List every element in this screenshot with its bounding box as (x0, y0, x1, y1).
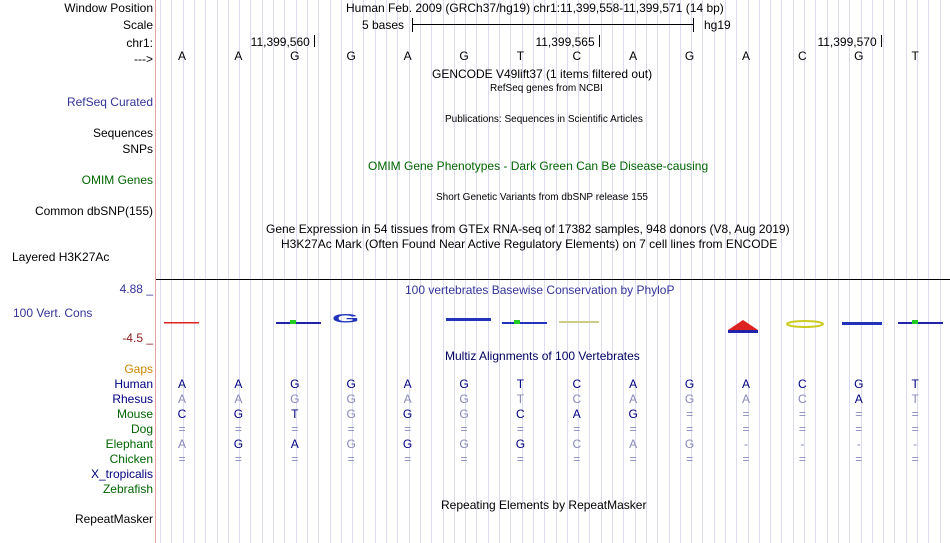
alignment-base: = (742, 407, 750, 421)
alignment-base: A (234, 377, 243, 391)
alignment-base: = (686, 407, 694, 421)
alignment-base: - (800, 437, 805, 451)
species-label[interactable]: Elephant (105, 437, 153, 451)
grid-line (872, 0, 873, 543)
reference-base: A (403, 49, 412, 63)
alignment-base: C (572, 377, 582, 391)
alignment-base: G (684, 377, 695, 391)
grid-line (940, 0, 941, 543)
grid-line (443, 0, 444, 543)
grid-line (375, 0, 376, 543)
alignment-base: A (629, 392, 638, 406)
grid-line (205, 0, 206, 543)
scale-bar (412, 18, 694, 32)
cons-mark-4 (332, 312, 359, 326)
alignment-base: = (629, 422, 637, 436)
grid-line (928, 0, 929, 543)
alignment-base: G (290, 392, 300, 406)
reference-base: C (798, 49, 807, 63)
species-label[interactable]: Human (114, 377, 153, 391)
ruler-tick (881, 35, 882, 47)
grid-line (341, 0, 342, 543)
cons-mark-11 (728, 320, 758, 333)
alignment-base: G (628, 407, 638, 421)
alignment-base: = (911, 407, 919, 421)
cons-mark-14 (898, 320, 943, 324)
species-label[interactable]: X_tropicalis (90, 467, 153, 481)
reference-base: A (629, 49, 638, 63)
grid-line (431, 0, 432, 543)
alignment-base: - (744, 437, 748, 451)
reference-base: A (741, 49, 750, 63)
alignment-base: = (291, 452, 299, 466)
reference-base: G (684, 49, 695, 63)
alignment-base: A (403, 392, 412, 406)
track-label-cons[interactable]: 100 Vert. Cons (13, 306, 93, 320)
alignment-base: A (854, 392, 863, 406)
ruler-position-label: 11,399,560 (250, 35, 310, 49)
grid-line (849, 0, 850, 543)
chrom-label: chr1: (126, 36, 153, 50)
grid-line (725, 0, 726, 543)
alignment-base: = (855, 452, 863, 466)
grid-line (827, 0, 828, 543)
svg-text:G: G (332, 311, 360, 326)
ruler-tick (314, 35, 315, 47)
alignment-base: G (290, 377, 300, 391)
grid-line (781, 0, 782, 543)
grid-line (273, 0, 274, 543)
cons-mark-6 (446, 318, 491, 321)
ruler-position-label: 11,399,570 (817, 35, 877, 49)
alignment-base: G (402, 407, 413, 421)
dbsnp-track-title: Short Genetic Variants from dbSNP release 155 (436, 192, 648, 203)
phylop-track-title: 100 vertebrates Basewise Conservation by PhyloP (405, 283, 675, 297)
alignment-base: = (798, 452, 806, 466)
track-label-column (0, 0, 156, 543)
cons-mark-13 (842, 322, 882, 325)
strand-arrow-label: ---> (134, 52, 153, 66)
alignment-base: C (572, 392, 582, 406)
grid-line (793, 0, 794, 543)
grid-line (262, 0, 263, 543)
species-label[interactable]: Dog (130, 422, 153, 436)
alignment-base: = (516, 452, 524, 466)
grid-line (476, 0, 477, 543)
cons-mark-12 (787, 321, 823, 327)
alignment-base: T (291, 407, 299, 421)
reference-base: T (911, 49, 919, 63)
conservation-logo-graph (156, 300, 950, 350)
alignment-base: G (459, 377, 469, 391)
alignment-base: A (290, 437, 299, 451)
alignment-base: = (686, 422, 694, 436)
grid-line (330, 0, 331, 543)
alignment-base: A (629, 437, 638, 451)
alignment-base: = (347, 452, 355, 466)
cons-mark-7 (502, 320, 547, 324)
grid-line (838, 0, 839, 543)
alignment-base: = (404, 452, 412, 466)
alignment-base: = (911, 452, 919, 466)
alignment-base: G (346, 437, 356, 451)
grid-line (397, 0, 398, 543)
reference-base: G (290, 49, 300, 63)
reference-base: A (234, 49, 243, 63)
alignment-base: = (742, 422, 750, 436)
alignment-base: = (798, 407, 806, 421)
grid-line (307, 0, 308, 543)
track-image-area[interactable] (156, 0, 950, 543)
grid-line (228, 0, 229, 543)
refseq-track-title: RefSeq genes from NCBI (490, 83, 603, 94)
alignment-base: T (911, 392, 919, 406)
alignment-base: = (573, 452, 581, 466)
alignment-base: G (346, 407, 356, 421)
cons-mark-1 (164, 322, 199, 324)
alignment-base: G (684, 392, 695, 406)
reference-base: C (572, 49, 582, 63)
alignment-base: G (346, 377, 356, 391)
cons-mark-8 (559, 321, 599, 323)
grid-line (250, 0, 251, 543)
alignment-base: = (347, 422, 355, 436)
reference-base: G (854, 49, 864, 63)
alignment-base: G (684, 437, 695, 451)
alignment-base: = (178, 422, 186, 436)
grid-line (669, 0, 670, 543)
alignment-base: G (459, 437, 469, 451)
alignment-base: G (854, 377, 864, 391)
track-label-repeatmasker[interactable]: RepeatMasker (74, 512, 153, 526)
alignment-base: A (234, 392, 243, 406)
alignment-base: = (742, 452, 750, 466)
alignment-base: G (515, 437, 526, 451)
track-label-gaps[interactable]: Gaps (124, 362, 153, 376)
species-label[interactable]: Rhesus (112, 392, 153, 406)
scale-assembly: hg19 (704, 18, 731, 32)
grid-line (815, 0, 816, 543)
grid-line (623, 0, 624, 543)
alignment-base: = (516, 422, 524, 436)
alignment-base: G (346, 392, 356, 406)
alignment-base: = (178, 452, 186, 466)
species-label[interactable]: Chicken (109, 452, 153, 466)
alignment-base: C (798, 392, 807, 406)
alignment-base: A (629, 377, 638, 391)
grid-line (420, 0, 421, 543)
publications-track-title: Publications: Sequences in Scientific Articles (445, 114, 643, 125)
h3k27ac-track-title: H3K27Ac Mark (Often Found Near Active Regulatory Elements) on 7 cell lines from ENCODE (281, 237, 778, 251)
track-label-snps[interactable]: SNPs (122, 142, 153, 156)
grid-line (194, 0, 195, 543)
alignment-base: = (911, 422, 919, 436)
alignment-base: A (177, 377, 186, 391)
alignment-base: = (629, 452, 637, 466)
grid-line (714, 0, 715, 543)
alignment-base: = (573, 422, 581, 436)
reference-base: G (459, 49, 469, 63)
alignment-base: = (460, 452, 468, 466)
alignment-base: C (177, 407, 187, 421)
alignment-base: = (404, 422, 412, 436)
grid-line (702, 0, 703, 543)
phylop-min-label: -4.5 _ (122, 331, 153, 345)
alignment-base: G (459, 407, 469, 421)
alignment-base: = (291, 422, 299, 436)
alignment-base: A (741, 377, 750, 391)
alignment-base: - (856, 437, 861, 451)
track-label-h3k27ac[interactable]: Layered H3K27Ac (12, 250, 110, 264)
alignment-base: A (572, 407, 581, 421)
alignment-base: = (234, 422, 242, 436)
track-label-refseq[interactable]: RefSeq Curated (66, 95, 153, 109)
species-label[interactable]: Zebrafish (102, 482, 153, 496)
scale-bar-text: 5 bases (362, 18, 405, 32)
grid-line (386, 0, 387, 543)
grid-line (454, 0, 455, 543)
grid-line (759, 0, 760, 543)
alignment-base: = (855, 422, 863, 436)
grid-line (736, 0, 737, 543)
track-label-dbsnp[interactable]: Common dbSNP(155) (34, 204, 153, 218)
reference-base: G (346, 49, 356, 63)
track-group-divider (156, 279, 950, 280)
alignment-base: A (177, 392, 186, 406)
grid-line (657, 0, 658, 543)
grid-line (160, 0, 161, 543)
alignment-base: T (516, 392, 525, 406)
repeatmasker-track-title: Repeating Elements by RepeatMasker (441, 498, 647, 512)
track-label-sequences[interactable]: Sequences (92, 126, 153, 140)
track-label-omim[interactable]: OMIM Genes (81, 173, 153, 187)
grid-line (284, 0, 285, 543)
alignment-base: = (460, 422, 468, 436)
multiz-track-title: Multiz Alignments of 100 Vertebrates (445, 349, 640, 363)
window-position-label: Window Position (64, 1, 153, 15)
gencode-track-title[interactable]: GENCODE V49lift37 (1 items filtered out) (432, 67, 653, 81)
alignment-base: A (177, 437, 186, 451)
grid-line (363, 0, 364, 543)
alignment-base: C (516, 407, 525, 421)
grid-line (488, 0, 489, 543)
alignment-base: G (459, 392, 469, 406)
gtex-track-title: Gene Expression in 54 tissues from GTEx RNA-seq of 17382 samples, 948 donors (V8, Aug 2019) (266, 222, 790, 236)
alignment-base: T (911, 377, 919, 391)
grid-line (680, 0, 681, 543)
alignment-base: = (686, 452, 694, 466)
ruler-tick (599, 35, 600, 47)
alignment-base: = (798, 422, 806, 436)
omim-track-title: OMIM Gene Phenotypes - Dark Green Can Be Disease-causing (368, 159, 709, 173)
alignment-base: = (855, 407, 863, 421)
alignment-base: - (913, 437, 918, 451)
alignment-base: C (798, 377, 807, 391)
alignment-base: G (402, 437, 413, 451)
ruler-position-label: 11,399,565 (535, 35, 595, 49)
alignment-base: = (234, 452, 242, 466)
alignment-base: A (741, 392, 750, 406)
reference-base: T (516, 49, 525, 63)
grid-line (906, 0, 907, 543)
grid-line (217, 0, 218, 543)
alignment-base: T (516, 377, 525, 391)
window-position-value: Human Feb. 2009 (GRCh37/hg19) chr1:11,399,558-11,399,571 (14 bp) (346, 1, 724, 15)
alignment-base: G (233, 437, 244, 451)
cons-mark-3 (276, 320, 321, 324)
grid-line (318, 0, 319, 543)
grid-line (171, 0, 172, 543)
scale-label: Scale (122, 18, 153, 32)
reference-base: A (177, 49, 186, 63)
grid-line (883, 0, 884, 543)
grid-line (770, 0, 771, 543)
alignment-base: A (403, 377, 412, 391)
alignment-base: C (572, 437, 582, 451)
alignment-base: G (233, 407, 244, 421)
grid-line (894, 0, 895, 543)
grid-line (612, 0, 613, 543)
phylop-max-label: 4.88 _ (119, 282, 153, 296)
grid-line (646, 0, 647, 543)
species-label[interactable]: Mouse (116, 407, 153, 421)
